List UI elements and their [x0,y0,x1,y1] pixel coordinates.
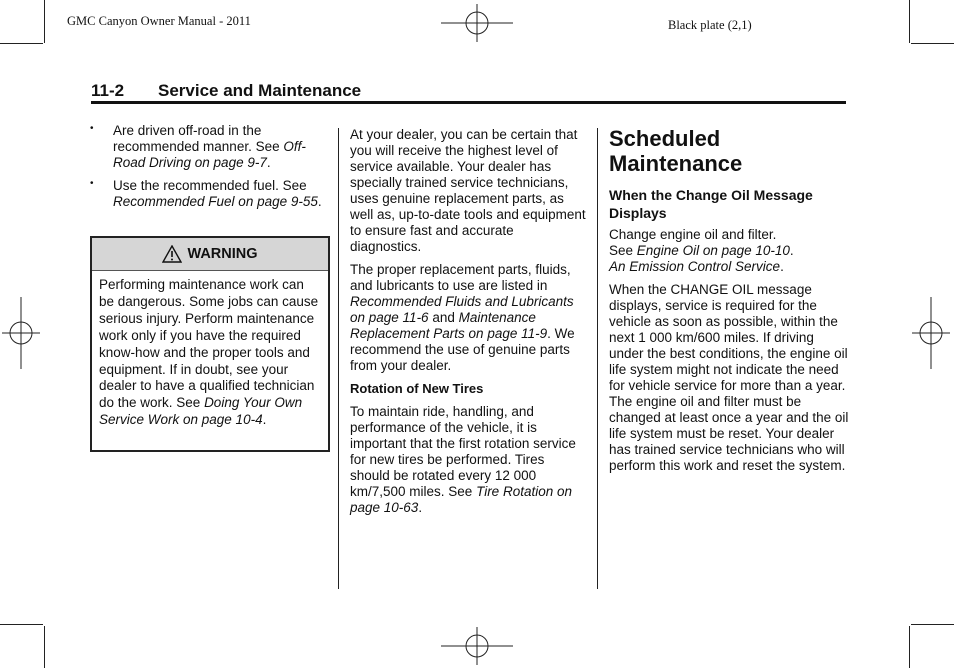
registration-mark-top-icon [441,4,513,42]
warning-triangle-icon [162,245,182,263]
paragraph: At your dealer, you can be certain that you will receive the highest level of service available. Your dealer has specially trained service technicians, uses genuine replacement parts, as well as, up-to-date tools and equipment to ensure fast and accurate diagnostics. [350,127,586,254]
section-number: 11-2 [91,81,125,100]
registration-mark-left-icon [2,297,40,369]
crop-mark [911,43,954,44]
paragraph: To maintain ride, handling, and performance of the vehicle, it is important that the first rotation service for new tires be performed. Tires should be rotated every 12 000 km/7,500 miles. See Tire Rotation on page 10-63. [350,404,576,515]
registration-mark-right-icon [912,297,950,369]
crop-mark [0,624,43,625]
page-reference-link: Maintenance Replacement Parts on page 11-9 [350,310,548,341]
warning-title: WARNING [187,246,258,262]
bullet-icon: • [90,178,94,189]
crop-mark [911,624,954,625]
crop-mark [44,626,45,668]
column-divider [597,128,598,589]
column-2 [350,127,586,523]
section-title: Service and Maintenance [158,81,362,100]
registration-mark-bottom-icon [441,627,513,665]
page-reference-link: Tire Rotation on page 10-63 [350,484,572,515]
bullet-list [90,123,326,210]
document-title: GMC Canyon Owner Manual - 2011 [67,14,251,28]
crop-mark [909,0,910,43]
page-reference-link: Off-Road Driving on page 9-7 [113,139,306,170]
warning-box [90,236,330,452]
paragraph: Change engine oil and filter. See Engine Oil on page 10-10. An Emission Control Service. [609,227,794,274]
page-heading: Scheduled Maintenance [609,126,743,176]
column-1 [90,123,326,217]
plate-label: Black plate (2,1) [668,18,752,32]
page-reference-link: Recommended Fuel on page 9-55 [113,194,318,209]
column-3 [609,126,849,481]
page-reference-link: Engine Oil on page 10-10 [636,243,790,258]
crop-mark [909,626,910,668]
list-item: • Are driven off-road in the recommended manner. See Off-Road Driving on page 9-7. [90,123,306,170]
page-reference-link: An Emission Control Service [609,259,781,274]
crop-mark [44,0,45,43]
subsection-heading: Rotation of New Tires [350,381,484,396]
list-item: • Use the recommended fuel. See Recommended Fuel on page 9-55. [90,178,322,209]
warning-header [92,238,328,271]
paragraph: When the CHANGE OIL message displays, service is required for the vehicle as soon as possible, within the next 1 000 km/600 miles. If driving under the best conditions, the engine oil life system might not indicate the need for vehicle service for more than a year. The engine oil and filter must be changed at least once a year and the oil life system must be reset. Your dealer has trained service technicians who will perform this work and reset the system. [609,282,849,473]
paragraph: The proper replacement parts, fluids, and lubricants to use are listed in Recommended Fluids and Lubricants on page 11-6 and Maintenance Replacement Parts on page 11-9. We recommend the use of genuine parts from your dealer. [350,262,575,373]
column-divider [338,128,339,589]
warning-text: Performing maintenance work can be dangerous. Some jobs can cause serious injury. Perform maintenance work only if you have the required know-how and the proper tools and equipment. If in doubt, see your dealer to have a qualified technician do the work. See Doing Your Own Service Work on page 10-4. [99,277,319,428]
crop-mark [0,43,43,44]
page-reference-link: Recommended Fluids and Lubricants on page 11-6 [350,294,574,325]
header-rule [91,101,846,104]
subsection-heading: When the Change Oil Message Displays [609,187,813,221]
page-reference-link: Doing Your Own Service Work on page 10-4 [99,395,303,428]
bullet-icon: • [90,123,94,134]
